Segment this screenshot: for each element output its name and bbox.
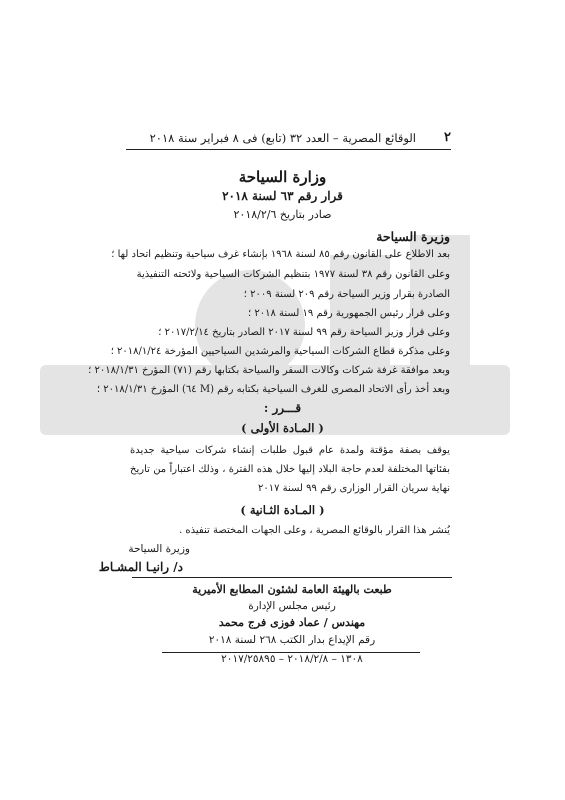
article-1-title: ( المـادة الأولى ) (241, 421, 324, 435)
header-title: الوقائع المصرية – العدد ٣٢ (تابع) فى ٨ فبراير سنة ٢٠١٨ (149, 131, 416, 145)
decided-heading: قـــرر : (263, 401, 302, 415)
printer-line: طبعت بالهيئة العامة لشئون المطابع الأميرية (192, 583, 392, 596)
minister-heading: وزيرة السياحة (376, 229, 450, 244)
gazette-header (126, 131, 451, 150)
preamble-line: بعد الاطلاع على القانون رقم ٨٥ لسنة ١٩٦٨ بإنشاء غرف سياحية وتنظيم اتحاد لها ؛ (111, 249, 450, 260)
preamble-line: وعلى مذكرة قطاع الشركات السياحية والمرشدين السياحيين المؤرخة ٢٠١٨/١/٢٤ ؛ (110, 346, 450, 357)
ministry-title: وزارة السياحة (238, 168, 327, 186)
signature-title: وزيرة السياحة (128, 543, 190, 555)
issue-date: صادر بتاريخ ٢٠١٨/٢/٦ (233, 208, 332, 221)
preamble-line: وبعد موافقة غرفة شركات وكالات السفر والسياحة بكتابها رقم (٧١) المؤرخ ٢٠١٨/١/٣١ ؛ (88, 365, 450, 376)
preamble-line: وبعد أخذ رأى الاتحاد المصرى للغرف السياحية بكتابه رقم (M ٦٤) المؤرخ ٢٠١٨/١/٣١ ؛ (96, 384, 450, 395)
article-2-text: يُنشر هذا القرار بالوقائع المصرية ، وعلى الجهات المختصة تنفيذه . (179, 525, 450, 536)
divider (132, 577, 452, 578)
deposit-number: رقم الإيداع بدار الكتب ٢٦٨ لسنة ٢٠١٨ (208, 634, 376, 646)
article-1-text: يوقف بصفة مؤقتة ولمدة عام قبول طلبات إنشاء شركات سياحية جديدة بفئاتها المختلفة لعدم حاجة البلاد إليها خلال هذه الفترة ، وذلك اعتباراً من تاريخ نهاية سريان القرار الوزارى رقم ٩٩ لسنة ٢٠١٧ (130, 445, 450, 494)
decree-number: قرار رقم ٦٣ لسنة ٢٠١٨ (222, 189, 343, 203)
article-2-title: ( المـادة الثـانية ) (240, 503, 325, 517)
preamble-line: وعلى القانون رقم ٣٨ لسنة ١٩٧٧ بتنظيم الشركات السياحية ولائحته التنفيذية (136, 269, 450, 280)
print-code: ١٣٠٨ – ٢٠١٨/٢/٨ – ٢٠١٧/٢٥٨٩٥ (221, 653, 363, 665)
page-number: ٢ (444, 130, 451, 145)
chairman-title: رئيس مجلس الإدارة (248, 600, 336, 612)
preamble-line: الصادرة بقرار وزير السياحة رقم ٢٠٩ لسنة ٢٠٠٩ ؛ (243, 289, 450, 300)
preamble-line: وعلى قرار رئيس الجمهورية رقم ١٩ لسنة ٢٠١٨ ؛ (247, 308, 450, 319)
chairman-name: مهندس / عماد فوزى فرج محمد (218, 616, 366, 629)
preamble-line: وعلى قرار وزير السياحة رقم ٩٩ لسنة ٢٠١٧ الصادر بتاريخ ٢٠١٧/٢/١٤ ؛ (158, 327, 450, 338)
signature-name: د/ رانيـا المشـاط (98, 560, 183, 574)
